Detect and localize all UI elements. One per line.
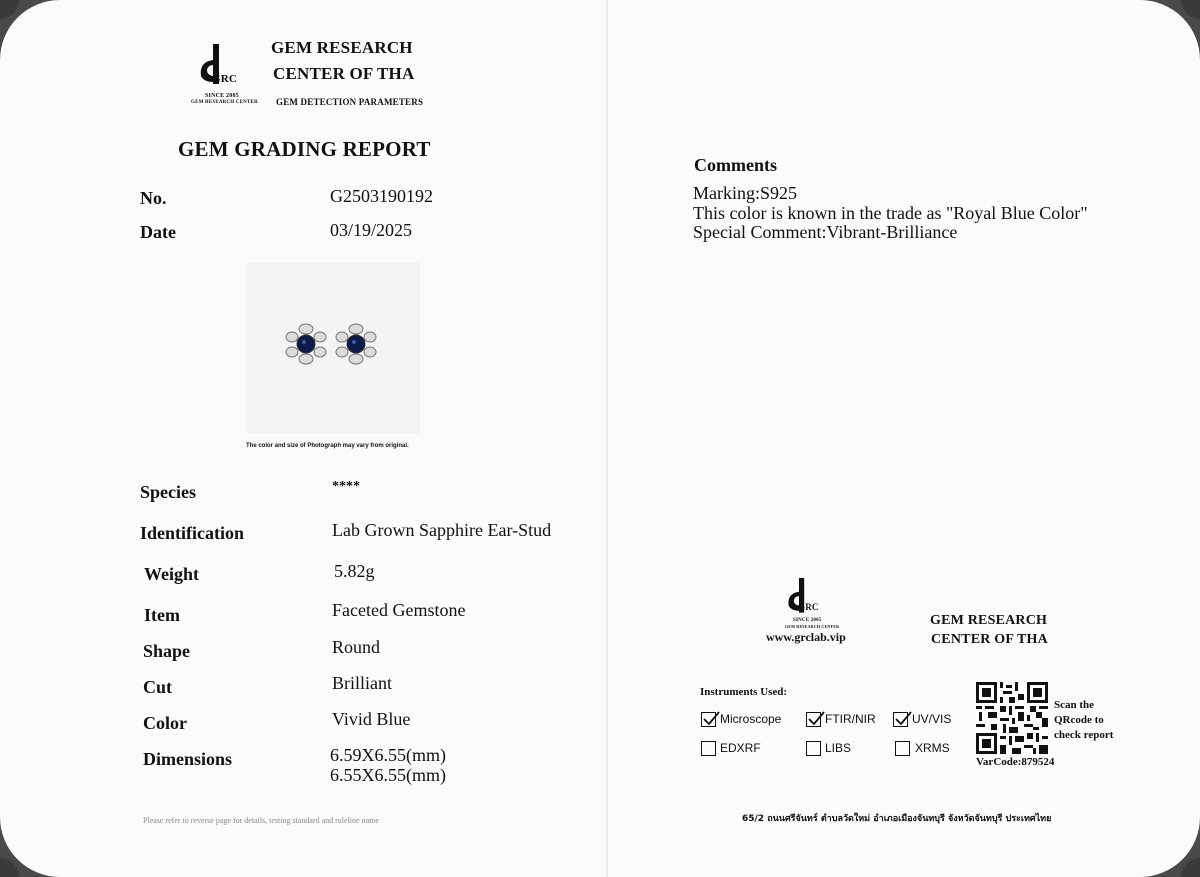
logo-since-right: SINCE 2005 bbox=[793, 618, 822, 623]
checkbox-uvvis[interactable] bbox=[893, 712, 908, 727]
checkbox-microscope[interactable] bbox=[701, 712, 716, 727]
corner-shadow-tl bbox=[0, 0, 40, 40]
address: 65/2 ถนนศรีจันทร์ ตำบลวัดใหม่ อำเภอเมืองจันทบุรี จังหวัดจันทบุรี ประเทศไทย bbox=[742, 814, 1052, 824]
check-icon bbox=[893, 709, 913, 729]
field-label-shape: Shape bbox=[143, 641, 191, 661]
qr-caption-3: check report bbox=[1054, 729, 1114, 741]
checkbox-libs[interactable] bbox=[806, 741, 821, 756]
earring-left-image bbox=[246, 262, 420, 434]
check-icon bbox=[701, 709, 721, 729]
brand-right-line1: GEM RESEARCH bbox=[930, 613, 1048, 628]
brand-line2: CENTER OF THA bbox=[273, 64, 415, 83]
instrument-label-uvvis: UV/VIS bbox=[912, 712, 952, 726]
field-value-shape: Round bbox=[332, 637, 381, 657]
field-value-species: **** bbox=[332, 479, 360, 494]
corner-shadow-tr bbox=[1160, 0, 1200, 40]
field-value-dimensions: 6.59X6.55(mm) bbox=[330, 745, 446, 765]
checkbox-edxrf[interactable] bbox=[701, 741, 716, 756]
fold-line bbox=[606, 0, 608, 877]
checkbox-ftir[interactable] bbox=[806, 712, 821, 727]
field-value-dimensions-2: 6.55X6.55(mm) bbox=[330, 765, 446, 785]
comment-line-1: Marking:S925 bbox=[693, 183, 798, 203]
corner-shadow-br bbox=[1160, 837, 1200, 877]
brand-line1: GEM RESEARCH bbox=[271, 38, 413, 57]
photo-caption: The color and size of Photograph may vary from original. bbox=[246, 443, 409, 449]
instrument-label-ftir: FTIR/NIR bbox=[825, 712, 876, 726]
logo-grc-text: GRC bbox=[212, 73, 238, 85]
brand-right-line2: CENTER OF THA bbox=[931, 632, 1048, 647]
field-value-item: Faceted Gemstone bbox=[332, 600, 466, 620]
brand-sub: GEM DETECTION PARAMETERS bbox=[276, 97, 424, 107]
instrument-label-libs: LIBS bbox=[825, 741, 852, 755]
field-label-item: Item bbox=[144, 605, 180, 625]
logo-since: SINCE 2005 bbox=[205, 93, 239, 99]
field-value-weight: 5.82g bbox=[334, 561, 375, 581]
check-icon bbox=[806, 709, 826, 729]
instrument-label-microscope: Microscope bbox=[720, 712, 782, 726]
logo-grc-text-right: GRC bbox=[798, 602, 819, 612]
report-title: GEM GRADING REPORT bbox=[178, 137, 431, 161]
instrument-label-xrms: XRMS bbox=[915, 741, 950, 755]
comments-title: Comments bbox=[694, 155, 777, 175]
date-value: 03/19/2025 bbox=[330, 220, 413, 240]
comment-line-2: This color is known in the trade as "Royal Blue Color" bbox=[693, 203, 1088, 223]
logo-center-right: GEM RESEARCH CENTER bbox=[785, 624, 840, 629]
qr-caption-1: Scan the bbox=[1054, 699, 1095, 711]
field-value-color: Vivid Blue bbox=[332, 709, 411, 729]
field-label-color: Color bbox=[143, 713, 187, 733]
field-value-cut: Brilliant bbox=[332, 673, 392, 693]
date-label: Date bbox=[140, 222, 176, 242]
checkbox-xrms[interactable] bbox=[895, 741, 910, 756]
field-label-cut: Cut bbox=[143, 677, 173, 697]
qr-caption-2: QRcode to bbox=[1054, 714, 1104, 726]
qr-code-icon[interactable] bbox=[976, 682, 1048, 754]
comment-line-3: Special Comment:Vibrant-Brilliance bbox=[693, 222, 958, 242]
logo-center: GEM RESEARCH CENTER bbox=[191, 100, 258, 105]
no-value: G2503190192 bbox=[330, 186, 433, 206]
field-label-identification: Identification bbox=[140, 523, 245, 543]
instrument-label-edxrf: EDXRF bbox=[720, 741, 761, 755]
no-label: No. bbox=[140, 188, 167, 208]
corner-shadow-bl bbox=[0, 837, 40, 877]
instruments-title: Instruments Used: bbox=[700, 686, 788, 698]
field-label-weight: Weight bbox=[144, 564, 200, 584]
field-label-species: Species bbox=[140, 482, 196, 502]
footer-note: Please refer to reverse page for details, testing standard and ruleline name bbox=[143, 816, 379, 825]
varcode: VarCode:879524 bbox=[976, 756, 1055, 768]
website-link[interactable]: www.grclab.vip bbox=[766, 630, 846, 644]
gem-photo bbox=[246, 262, 420, 434]
field-value-identification: Lab Grown Sapphire Ear-Stud bbox=[332, 520, 552, 540]
field-label-dimensions: Dimensions bbox=[143, 749, 233, 769]
